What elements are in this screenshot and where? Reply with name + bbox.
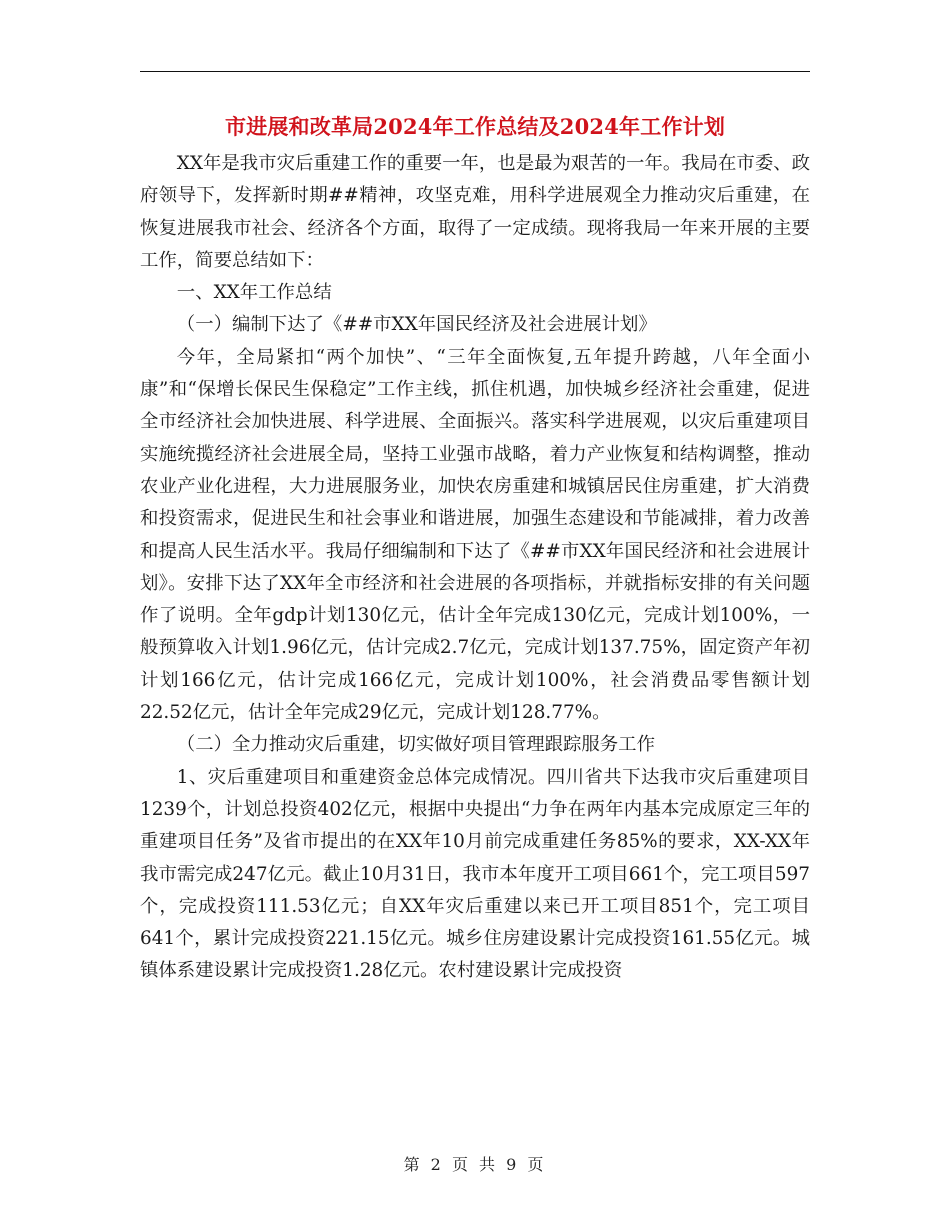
subsection-heading-1: （一）编制下达了《##市XX年国民经济及社会进展计划》 xyxy=(176,314,657,336)
header-rule xyxy=(140,71,810,72)
paragraph-intro: XX年是我市灾后重建工作的重要一年，也是最为艰苦的一年。我局在市委、政府领导下，发挥新时期##精神，攻坚克难，用科学进展观全力推动灾后重建，在恢复进展我市社会、经济各个方面，取得了一定成绩。现将我局一年来开展的主要工作，简要总结如下： xyxy=(140,153,810,271)
document-title: 市进展和改革局2024年工作总结及2024年工作计划 xyxy=(224,114,726,139)
paragraph-plan: 今年，全局紧扣“两个加快”、“三年全面恢复,五年提升跨越，八年全面小康”和“保增长保民生保稳定”工作主线，抓住机遇，加快城乡经济社会重建，促进全市经济社会加快进展、科学进展、全面振兴。落实科学进展观，以灾后重建项目实施统揽经济社会进展全局，坚持工业强市战略，着力产业恢复和结构调整，推动农业产业化进程，大力进展服务业，加快农房重建和城镇居民住房重建，扩大消费和投资需求，促进民生和社会事业和谐进展，加强生态建设和节能减排，着力改善和提高人民生活水平。我局仔细编制和下达了《##市XX年国民经济和社会进展计划》。安排下达了XX年全市经济和社会进展的各项指标，并就指标安排的有关问题作了说明。全年gdp计划130亿元，估计全年完成130亿元，完成计划100%，一般预算收入计划1.96亿元，估计完成2.7亿元，完成计划137.75%，固定资产年初计划166亿元，估计完成166亿元，完成计划100%，社会消费品零售额计划22.52亿元，估计全年完成29亿元，完成计划128.77%。 xyxy=(140,346,810,724)
subsection-heading-2: （二）全力推动灾后重建，切实做好项目管理跟踪服务工作 xyxy=(176,734,655,756)
page-footer: 第 2 页 共 9 页 xyxy=(403,1155,547,1174)
section-heading-1: 一、XX年工作总结 xyxy=(176,282,332,304)
paragraph-reconstruction: 1、灾后重建项目和重建资金总体完成情况。四川省共下达我市灾后重建项目1239个，计划总投资402亿元，根据中央提出“力争在两年内基本完成原定三年的重建项目任务”及省市提出的在XX年10月前完成重建任务85%的要求，XX-XX年我市需完成247亿元。截止10月31日，我市本年度开工项目661个，完工项目597个，完成投资111.53亿元；自XX年灾后重建以来已开工项目851个，完工项目641个，累计完成投资221.15亿元。城乡住房建设累计完成投资161.55亿元。城镇体系建设累计完成投资1.28亿元。农村建设累计完成投资 xyxy=(140,766,810,982)
document-body xyxy=(140,148,810,988)
